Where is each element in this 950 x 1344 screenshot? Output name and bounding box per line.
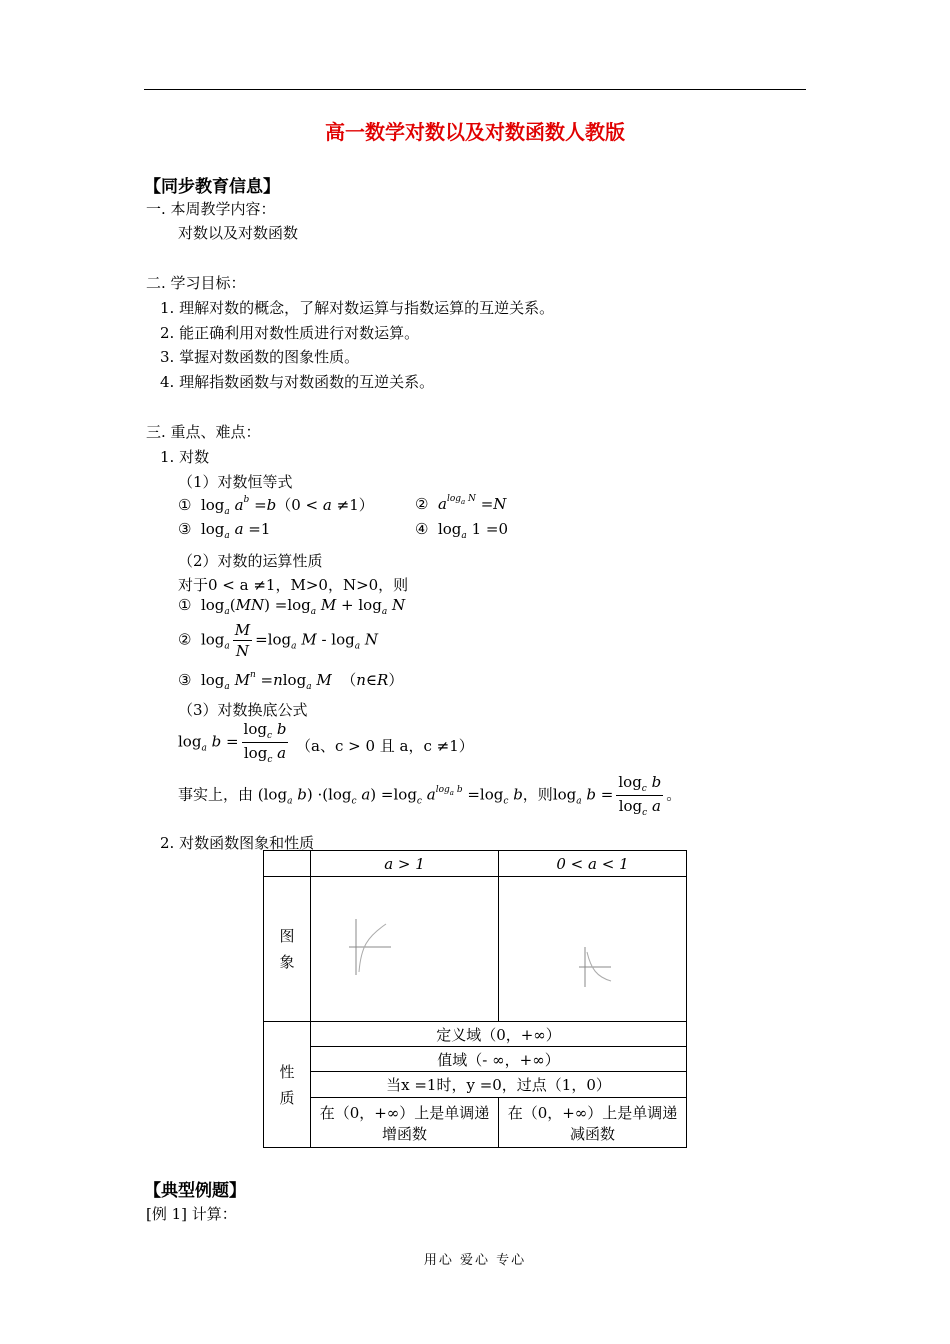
page-title: 高一数学对数以及对数函数人教版	[325, 120, 625, 144]
fact-line: 事实上，由 ($\log_a$ $b) \cdot(\log_c$ $a) =\log_c$ $a^{log_a b} =\log_c$ b，则$\log_a b$ = $\frac{\log_c b}{\log_c a}$ 。	[178, 773, 682, 818]
goal-item: 1. 理解对数的概念，了解对数运算与指数运算的互逆关系。	[160, 299, 555, 317]
formula-ops-2: ② $\log_a$ $\frac{M}{N}$ $=\log_a$ M - $\log_a N$	[178, 621, 378, 660]
section-examples-heading: 【典型例题】	[144, 1181, 246, 1201]
header-a-gt-1: a > 1	[311, 851, 499, 877]
monotonic-increasing-cell: 在（0，+∞）上是单调递 增函数	[311, 1098, 499, 1148]
graph-increasing	[311, 877, 499, 1022]
point-cell: 当x =1时，y =0，过点（1，0）	[311, 1072, 687, 1098]
range-cell: 值域（- ∞，+∞）	[311, 1047, 687, 1072]
monotonic-decreasing-cell: 在（0，+∞）上是单调递 减函数	[499, 1098, 687, 1148]
part3-sub1: 1. 对数	[160, 448, 210, 466]
decreasing-log-graph	[499, 877, 686, 1017]
formula-change-base: $\log_a b$ = $\frac{\log_c b}{\log_c a}$	[178, 720, 287, 765]
graph-decreasing	[499, 877, 687, 1022]
row-label-props: 性质	[264, 1022, 311, 1148]
formula-ops-1: ① $\log_a(MN) =\log_a$ $M + \log_a N$	[178, 596, 406, 617]
identity-title: （1）对数恒等式	[178, 473, 293, 491]
change-title: （3）对数换底公式	[178, 701, 308, 719]
ops-condition: 对于0 < a ≠1，M>0，N>0，则	[178, 576, 409, 594]
fact-then: ，则	[522, 785, 553, 804]
table-corner	[264, 851, 311, 877]
formula-identity-3: ③ $\log_a a =1$	[178, 520, 271, 541]
domain-cell: 定义域（0，+∞）	[311, 1022, 687, 1047]
increasing-log-graph	[311, 877, 498, 1017]
log-function-table	[263, 850, 687, 1148]
section-sync-heading: 【同步教育信息】	[144, 177, 280, 197]
goal-item: 4. 理解指数函数与对数函数的互逆关系。	[160, 373, 435, 391]
row-label-graph: 图象	[264, 877, 311, 1022]
part1-label: 一. 本周教学内容：	[146, 200, 276, 218]
example-1-label: [例 1] 计算：	[146, 1205, 237, 1223]
formula-identity-1: ① $\log_a a^b =b(0 < a \ne 1)$	[178, 495, 374, 517]
fact-end: 。	[666, 785, 682, 804]
formula-identity-4: ④ $\log_a 1 =0$	[415, 520, 508, 541]
part3-sub2: 2. 对数函数图象和性质	[160, 834, 315, 852]
goal-item: 3. 掌握对数函数的图象性质。	[160, 348, 360, 366]
part1-content: 对数以及对数函数	[178, 224, 299, 242]
part2-label: 二. 学习目标：	[146, 274, 246, 292]
ops-title: （2）对数的运算性质	[178, 552, 323, 570]
header-a-lt-1: 0 < a < 1	[499, 851, 687, 877]
formula-ops-3: ③ $\log_a M^n =nlog_a$ M （n∈R）	[178, 670, 404, 692]
fact-prefix: 事实上，由	[178, 785, 254, 804]
change-condition: （a、c > 0 且 a，c ≠1）	[296, 737, 474, 755]
page-footer: 用心 爱心 专心	[423, 1253, 527, 1268]
part3-label: 三. 重点、难点：	[146, 423, 261, 441]
header-rule	[144, 89, 806, 90]
formula-identity-2: ② $a^{log_a N} =N$	[415, 494, 507, 513]
goal-item: 2. 能正确利用对数性质进行对数运算。	[160, 324, 420, 342]
